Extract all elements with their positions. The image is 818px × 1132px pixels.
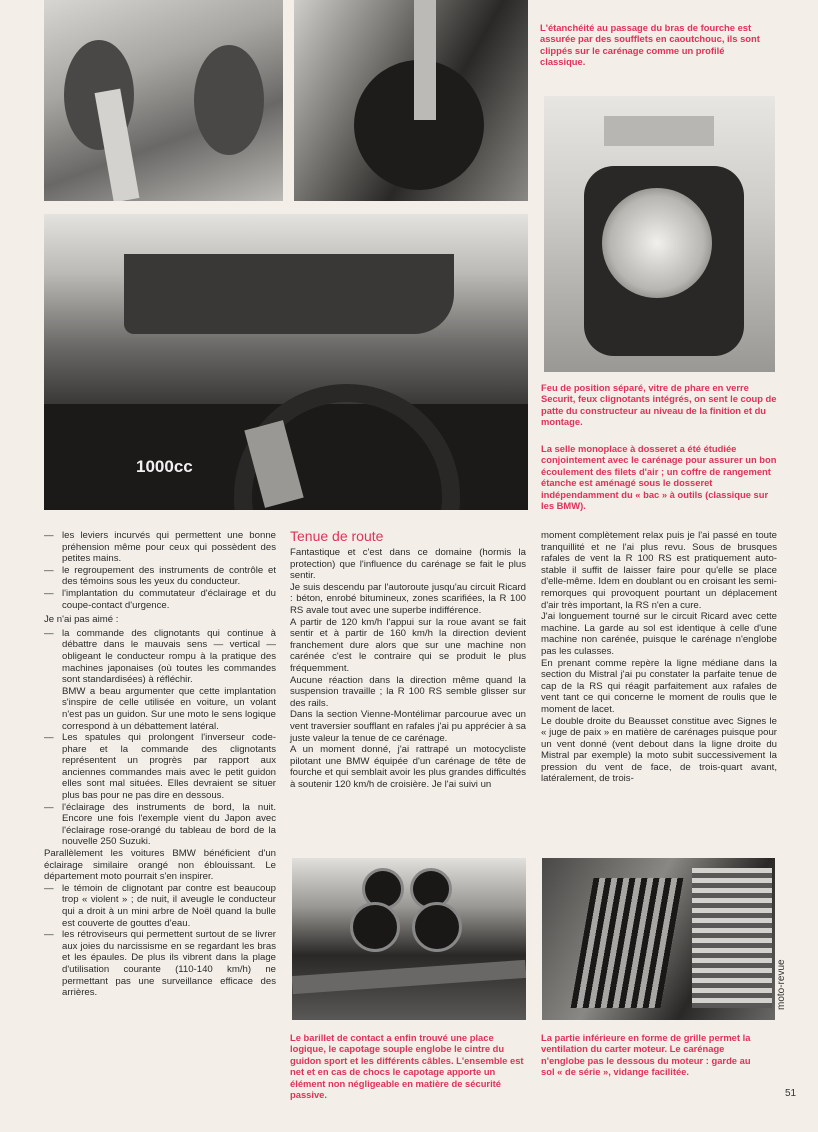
paragraph: Aucune réaction dans la direction même quand la suspension travaille ; la R 100 RS semble glisser sur des rails. [290, 674, 526, 709]
list-item: — l'implantation du commutateur d'éclairage et du coupe-contact d'urgence. [44, 588, 276, 611]
likes-list [44, 530, 276, 611]
list-item: — les leviers incurvés qui permettent une bonne préhension même pour ceux qui possèdent des petites mains. [44, 530, 276, 565]
caption-grille: La partie inférieure en forme de grille permet la ventilation du carter moteur. Le carénage n'englobe pas le dessous du moteur : garde au sol « de série », vidange facilitée. [541, 1032, 751, 1078]
photo-fork-detail [294, 0, 528, 201]
paragraph: Le double droite du Beausset constitue avec Signes le « juge de paix » en matière de carénages puisque pour un vent donné (vent debout dans la ligne droite du Mistral par exemple) la moto subit successivement la pression du vent de face, de trois-quart avant, latéralement, de trois- [541, 715, 777, 785]
dislikes-list-more [44, 732, 276, 848]
list-item: — le témoin de clignotant par contre est beaucoup trop « violent » ; de nuit, il aveugle le conducteur qui a droit à un mini arbre de Noël quand la bulle est couverte de gouttes d'eau. [44, 883, 276, 929]
caption-seat: La selle monoplace à dosseret a été étudiée conjointement avec le carénage pour assurer un bon écoulement des filets d'air ; un coffre de rangement étanche est aménagé sous le dosseret indépendamment du « bac » à outils (classique sur les BMW). [541, 443, 777, 512]
paragraph: Je suis descendu par l'autoroute jusqu'au circuit Ricard : béton, enrobé bitumineux, zones scarifiées, la R 100 RS avale tout avec une superbe indifférence. [290, 581, 526, 616]
caption-headlight: Feu de position séparé, vitre de phare en verre Securit, feux clignotants intégrés, on sent le coup de patte du constructeur au niveau de la finition et du montage. [541, 382, 777, 428]
photo-seat-toolbox [44, 214, 528, 510]
paragraph: moment complètement relax puis je l'ai passé en toute tranquillité et ne l'ai plus revu. Sous de brusques rafales de vent la R 100 RS est pratiquement auto-stable il suffit de laisser faire pour qu'elle se place d'elle-même. Idem en doublant ou en croisant les semi-remorques qui provoquent pourtant un déplacement d'air très important, la RS n'en a cure. [541, 530, 777, 611]
engine-label: 1000cc [136, 457, 193, 476]
photo-fork-bellows [44, 0, 283, 201]
paragraph: Fantastique et c'est dans ce domaine (hormis la protection) que l'influence du carénage se fait le plus sentir. [290, 547, 526, 582]
magazine-name: moto-revue [776, 959, 787, 1010]
photo-handlebar-ignition [292, 858, 526, 1020]
photo-headlight [544, 96, 775, 372]
dislikes-list-last [44, 883, 276, 999]
paragraph: En prenant comme repère la ligne médiane dans la section du Mistral j'ai pu constater la parfaite tenue de cap de la RS qui réagit parfaitement aux rafales de vent tant ce qui concerne le moment de roulis que le moment de lacet. [541, 657, 777, 715]
column-3 [541, 530, 777, 785]
paragraph: Dans la section Vienne-Montélimar parcourue avec un vent traversier soufflant en rafales j'ai pu apprécier à sa juste valeur la tenue de ce carénage. [290, 709, 526, 744]
dislike-continuation: BMW a beau argumenter que cette implantation s'inspire de celle utilisée en voiture, un volant n'est pas un guidon. Sur une moto le sens logique correspond à un débattement latéral. [62, 685, 276, 732]
column-1 [44, 530, 276, 999]
paragraph: Parallèlement les voitures BMW bénéficient d'un éclairage similaire orangé non éblouissant. Le département moto pourrait s'en inspirer. [44, 848, 276, 883]
list-item: — Les spatules qui prolongent l'inverseur code-phare et la commande des clignotants représentent un progrès par rapport aux anciennes commandes mais avec le petit guidon elles sont mal situées. Elles devraient se situer plus bas pour ne pas dire en dessous. [44, 732, 276, 802]
column-2 [290, 528, 526, 790]
paragraph: A partir de 120 km/h l'appui sur la roue avant se fait sentir et à partir de 160 km/h la direction devient franchement dure alors que sur une machine non carénée c'est le contraire qui se produit le plus fréquemment. [290, 616, 526, 674]
page-number: 51 [785, 1088, 797, 1099]
caption-fork-bellows: L'étanchéité au passage du bras de fourche est assurée par des soufflets en caoutchouc, ils sont clippés sur le carénage comme un profilé classique. [540, 22, 760, 68]
photo-engine-grille [542, 858, 775, 1020]
paragraph: J'ai longuement tourné sur le circuit Ricard avec cette machine. La garde au sol est identique à celle d'une machine non carénée, puisque le carénage n'englobe pas les culasses. [541, 611, 777, 657]
section-title: Tenue de route [290, 528, 384, 544]
caption-ignition: Le barillet de contact a enfin trouvé une place logique, le capotage souple englobe le cintre du guidon sport et les différents câbles. L'ensemble est net et en cas de chocs le capotage apporte un élément non négligeable en matière de sécurité passive. [290, 1032, 524, 1101]
dislikes-list [44, 628, 276, 686]
paragraph: A un moment donné, j'ai rattrapé un motocycliste pilotant une BMW équipée d'un carénage de tête de fourche et qui semblait avoir les plus grandes difficultés à soutenir 120 km/h de croisière. Je l'ai suivi un [290, 744, 526, 790]
list-item: — le regroupement des instruments de contrôle et des témoins sous les yeux du conducteur. [44, 565, 276, 588]
list-item: — l'éclairage des instruments de bord, la nuit. Encore une fois l'exemple vient du Japon avec l'éclairage rose-orangé du tableau de bord de la nouvelle 250 Suzuki. [44, 802, 276, 848]
list-item: — la commande des clignotants qui continue à débattre dans le mauvais sens — vertical — obligeant le conducteur rompu à la pratique des machines japonaises (où toutes les commandes sont standardisées) à réfléchir. [44, 628, 276, 686]
list-item: — les rétroviseurs qui permettent surtout de se livrer aux joies du narcissisme en se regardant les bras et les épaules. De plus ils vibrent dans la plage d'utilisation courante (110-140 km/h) ne permettant pas une surveillance efficace des arrières. [44, 929, 276, 999]
dislikes-heading: Je n'ai pas aimé : [44, 614, 119, 626]
